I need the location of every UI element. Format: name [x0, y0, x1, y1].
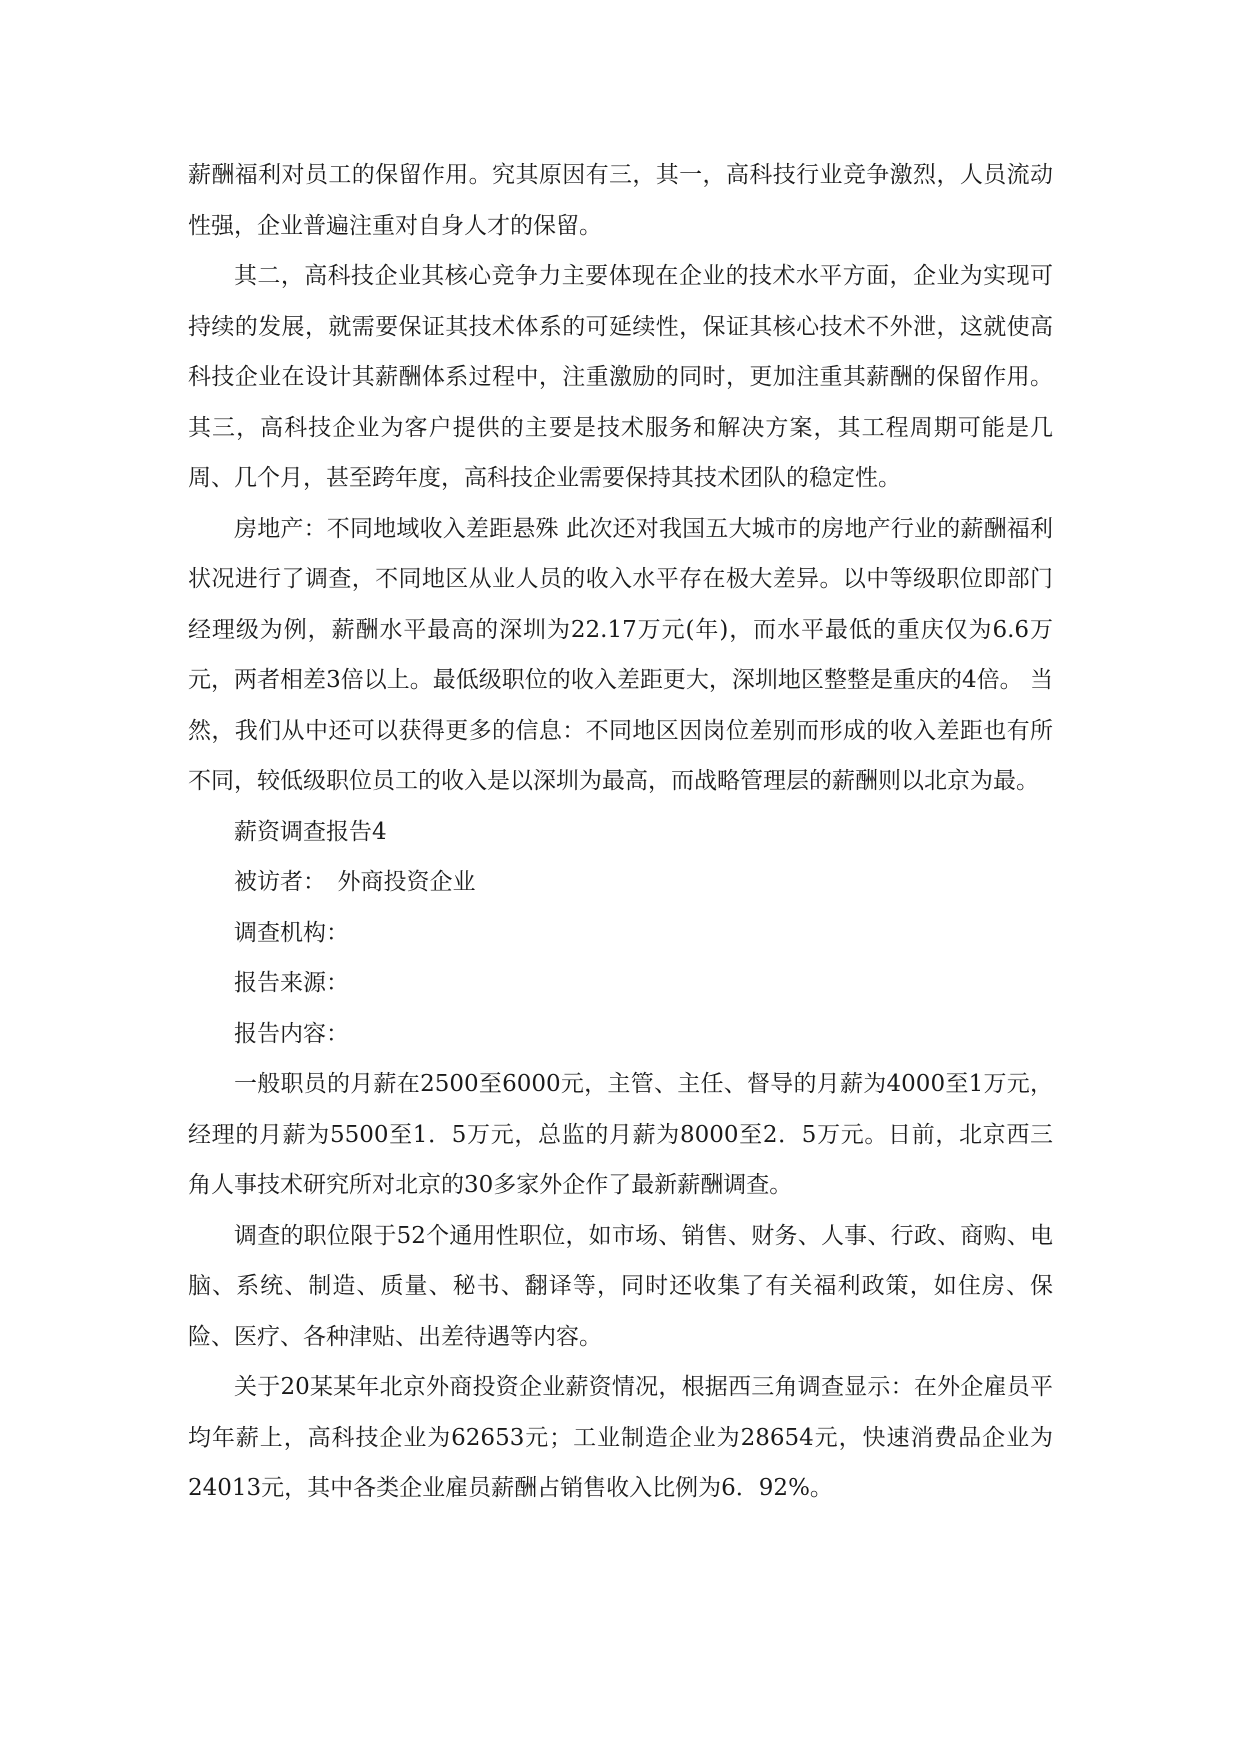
- report-title: 薪资调查报告4: [234, 818, 387, 845]
- paragraph-real-estate: 房地产：不同地域收入差距悬殊 此次还对我国五大城市的房地产行业的薪酬福利状况进行了调查，不同地区从业人员的收入水平存在极大差异。以中等级职位即部门经理级为例，薪酬水平最高的深圳为22.17万元(年)，而水平最低的重庆仅为6.6万元，两者相差3倍以上。最低级职位的收入差距更大，深圳地区整整是重庆的4倍。 当然，我们从中还可以获得更多的信息：不同地区因岗位差别而形成的收入差距也有所不同，较低级职位员工的收入是以深圳为最高，而战略管理层的薪酬则以北京为最。: [188, 515, 1053, 794]
- field-agency: 调查机构：: [234, 919, 349, 946]
- field-interviewee: 被访者： 外商投资企业: [234, 869, 476, 895]
- paragraph-core-competence: 其二，高科技企业其核心竞争力主要体现在企业的技术水平方面，企业为实现可持续的发展，就需要保证其技术体系的可延续性，保证其核心技术不外泄，这就使高科技企业在设计其薪酬体系过程中，注重激励的同时，更加注重其薪酬的保留作用。其三，高科技企业为客户提供的主要是技术服务和解决方案，其工程周期可能是几周、几个月，甚至跨年度，高科技企业需要保持其技术团队的稳定性。: [188, 263, 1053, 491]
- document-body: [188, 150, 1053, 1514]
- field-content: 报告内容：: [234, 1020, 349, 1047]
- paragraph-retention-intro: 薪酬福利对员工的保留作用。究其原因有三，其一，高科技行业竞争激烈，人员流动性强，企业普遍注重对自身人才的保留。: [188, 162, 1053, 239]
- paragraph-survey-scope: 调查的职位限于52个通用性职位，如市场、销售、财务、人事、行政、商购、电脑、系统、制造、质量、秘书、翻译等，同时还收集了有关福利政策，如住房、保险、医疗、各种津贴、出差待遇等内容。: [188, 1222, 1053, 1350]
- paragraph-annual-salary: 关于20某某年北京外商投资企业薪资情况，根据西三角调查显示：在外企雇员平均年薪上，高科技企业为62653元；工业制造企业为28654元，快速消费品企业为24013元，其中各类企业雇员薪酬占销售收入比例为6．92%。: [188, 1374, 1053, 1501]
- paragraph-monthly-salary: 一般职员的月薪在2500至6000元，主管、主任、督导的月薪为4000至1万元，经理的月薪为5500至1．5万元，总监的月薪为8000至2．5万元。日前，北京西三角人事技术研究所对北京的30多家外企作了最新薪酬调查。: [188, 1071, 1053, 1198]
- field-source: 报告来源：: [234, 970, 349, 996]
